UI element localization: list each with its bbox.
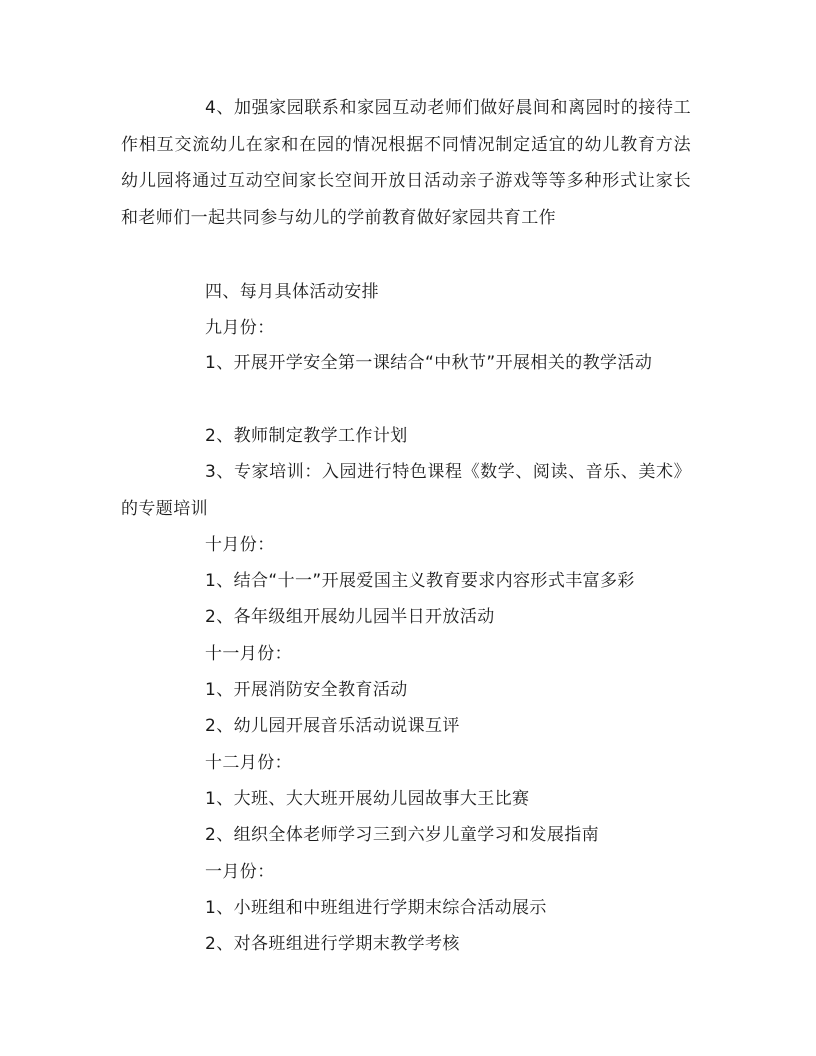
list-item-september-2: 2、教师制定教学工作计划 xyxy=(205,426,408,446)
list-item-november-2: 2、幼儿园开展音乐活动说课互评 xyxy=(205,716,460,736)
list-item-september-1: 1、开展开学安全第一课结合“中秋节”开展相关的教学活动 xyxy=(205,353,653,373)
month-label-january: 一月份： xyxy=(205,862,275,882)
list-item-november-1: 1、开展消防安全教育活动 xyxy=(205,680,408,700)
list-item-september-3: 3、专家培训：入园进行特色课程《数学、阅读、音乐、美术》的专题培训 xyxy=(121,462,691,519)
list-item-december-1: 1、大班、大大班开展幼儿园故事大王比赛 xyxy=(205,789,530,809)
month-label-october: 十月份： xyxy=(205,535,275,555)
list-item-october-1: 1、结合“十一”开展爱国主义教育要求内容形式丰富多彩 xyxy=(205,571,635,591)
section-heading-monthly-activities: 四、每月具体活动安排 xyxy=(205,282,379,302)
list-item-january-2: 2、对各班组进行学期末教学考核 xyxy=(205,934,460,954)
month-label-november: 十一月份： xyxy=(205,644,292,664)
paragraph-home-school-cooperation: 4、加强家园联系和家园互动老师们做好晨间和离园时的接待工作相互交流幼儿在家和在园的情况根据不同情况制定适宜的幼儿教育方法幼儿园将通过互动空间家长空间开放日活动亲子游戏等等多种形式让家长和老师们一起共同参与幼儿的学前教育做好家园共育工作 xyxy=(121,98,691,228)
month-label-september: 九月份： xyxy=(205,318,275,338)
list-item-december-2: 2、组织全体老师学习三到六岁儿童学习和发展指南 xyxy=(205,825,600,845)
list-item-october-2: 2、各年级组开展幼儿园半日开放活动 xyxy=(205,607,495,627)
list-item-january-1: 1、小班组和中班组进行学期末综合活动展示 xyxy=(205,898,547,918)
month-label-december: 十二月份： xyxy=(205,753,292,773)
